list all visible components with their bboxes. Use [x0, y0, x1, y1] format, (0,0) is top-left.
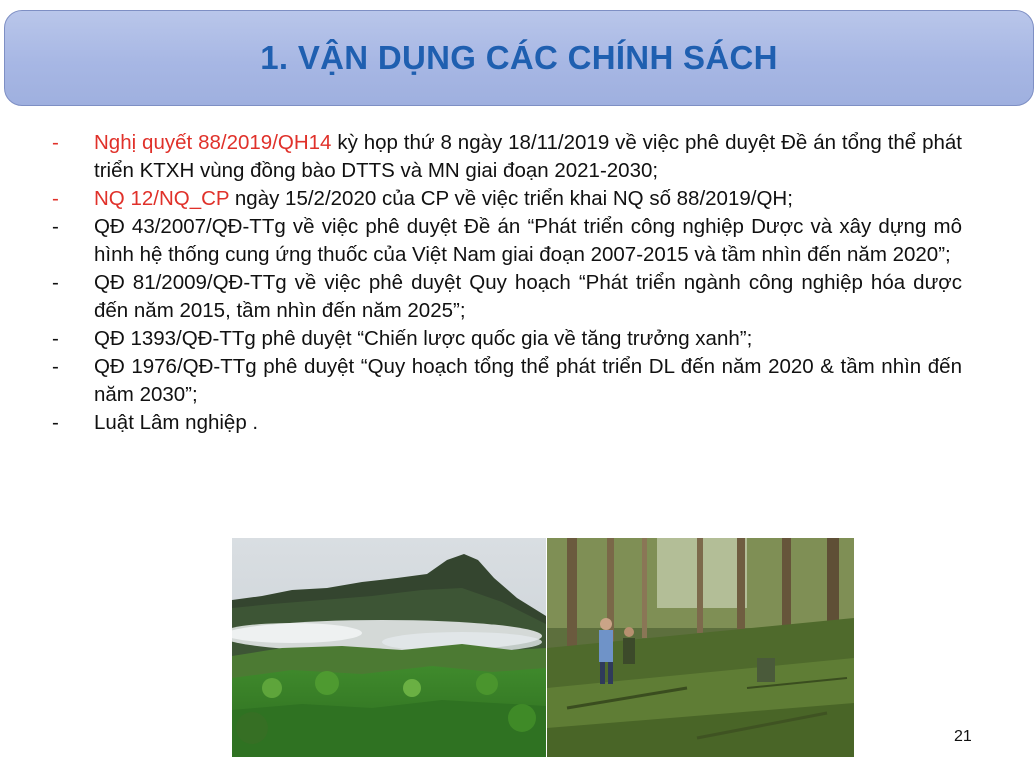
list-item — [52, 269, 962, 325]
forest-people-photo — [547, 538, 854, 757]
item-body: QĐ 1393/QĐ-TTg phê duyệt “Chiến lược quốc gia về tăng trưởng xanh”; — [94, 327, 753, 350]
item-body: kỳ họp thứ 8 ngày 18/11/2019 về việc phê duyệt Đề án tổng thể phát triển KTXH vùng đồng bào DTTS và MN giai đoạn 2021-2030; — [94, 131, 962, 182]
highlight-text: NQ 12/NQ_CP — [94, 187, 230, 210]
list-item — [52, 185, 962, 213]
list-item-text — [94, 185, 962, 213]
list-bullet: - — [52, 215, 59, 238]
list-bullet: - — [52, 131, 59, 154]
list-item-text — [94, 129, 962, 185]
item-body: QĐ 43/2007/QĐ-TTg về việc phê duyệt Đề án “Phát triển công nghiệp Dược và xây dựng mô hình hệ thống cung ứng thuốc của Việt Nam giai đoạn 2007-2015 và tầm nhìn đến năm 2020”; — [94, 215, 962, 266]
list-bullet: - — [52, 187, 59, 210]
list-item — [52, 353, 962, 409]
mountain-landscape-photo — [232, 538, 546, 757]
item-body: Luật Lâm nghiệp . — [94, 411, 259, 434]
list-item — [52, 129, 962, 185]
list-item — [52, 213, 962, 269]
list-item — [52, 409, 962, 437]
item-body: ngày 15/2/2020 của CP về việc triển khai NQ số 88/2019/QH; — [229, 187, 793, 210]
list-bullet: - — [52, 355, 59, 378]
slide-title: 1. VẬN DỤNG CÁC CHÍNH SÁCH — [260, 39, 778, 76]
policy-list — [52, 129, 962, 437]
item-body: QĐ 1976/QĐ-TTg phê duyệt “Quy hoạch tổng thể phát triển DL đến năm 2020 & tầm nhìn đến năm 2030”; — [94, 355, 962, 406]
list-item — [52, 325, 962, 353]
item-body: QĐ 81/2009/QĐ-TTg về việc phê duyệt Quy hoạch “Phát triển ngành công nghiệp hóa dược đến năm 2015, tầm nhìn đến năm 2025”; — [94, 271, 962, 322]
page-number: 21 — [954, 728, 972, 745]
list-bullet: - — [52, 271, 59, 294]
list-bullet: - — [52, 327, 59, 350]
title-banner — [4, 10, 1034, 106]
highlight-text: Nghị quyết 88/2019/QH14 — [94, 131, 332, 154]
list-bullet: - — [52, 411, 59, 434]
